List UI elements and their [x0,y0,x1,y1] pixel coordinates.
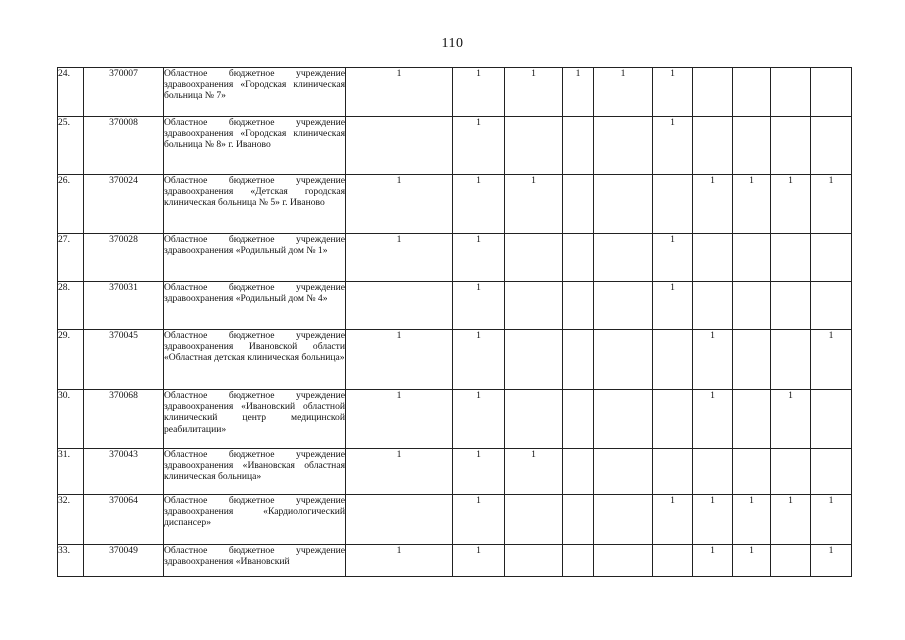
page-number: 110 [441,36,464,51]
row-number-cell: 27. [58,234,84,282]
mark-cell: 1 [453,545,505,577]
mark-cell [771,68,811,117]
mark-cell: 1 [811,175,852,234]
mark-cell [653,449,693,495]
row-number-cell: 29. [58,330,84,390]
mark-cell [563,282,594,330]
mark-cell [771,545,811,577]
mark-cell: 1 [346,545,453,577]
row-number-cell: 32. [58,495,84,545]
mark-cell: 1 [653,282,693,330]
mark-cell: 1 [811,495,852,545]
mark-cell [733,390,771,449]
mark-cell [594,545,653,577]
mark-cell [563,330,594,390]
mark-cell [563,390,594,449]
registry-code-cell: 370068 [84,390,164,449]
mark-cell: 1 [693,545,733,577]
table-row [58,449,852,495]
institution-name-cell: Областное бюджетное учреждение здравоохранения «Кардиологический диспансер» [164,495,346,545]
institution-name-cell: Областное бюджетное учреждение здравоохранения Ивановской области «Областная детская клиническая больница» [164,330,346,390]
mark-cell: 1 [693,330,733,390]
institution-name-cell: Областное бюджетное учреждение здравоохранения «Ивановский [164,545,346,577]
mark-cell [563,545,594,577]
mark-cell [346,495,453,545]
mark-cell: 1 [453,175,505,234]
mark-cell: 1 [453,390,505,449]
mark-cell [693,282,733,330]
mark-cell [733,117,771,175]
mark-cell [505,495,563,545]
mark-cell [811,390,852,449]
mark-cell [563,117,594,175]
mark-cell: 1 [563,68,594,117]
mark-cell: 1 [453,495,505,545]
institution-name-cell: Областное бюджетное учреждение здравоохранения «Родильный дом № 4» [164,282,346,330]
mark-cell: 1 [453,330,505,390]
mark-cell [771,282,811,330]
mark-cell: 1 [346,234,453,282]
mark-cell [733,449,771,495]
table-row [58,282,852,330]
mark-cell [693,68,733,117]
institution-name-cell: Областное бюджетное учреждение здравоохранения «Ивановский областной клинический центр медицинской реабилитации» [164,390,346,449]
mark-cell [653,545,693,577]
mark-cell: 1 [453,449,505,495]
mark-cell: 1 [771,175,811,234]
mark-cell: 1 [453,68,505,117]
mark-cell: 1 [653,68,693,117]
mark-cell: 1 [346,390,453,449]
mark-cell: 1 [346,175,453,234]
mark-cell [733,330,771,390]
mark-cell: 1 [653,495,693,545]
registry-code-cell: 370007 [84,68,164,117]
mark-cell: 1 [453,117,505,175]
mark-cell [563,234,594,282]
medical-institutions-table [57,67,852,577]
table-row [58,175,852,234]
mark-cell: 1 [771,495,811,545]
mark-cell: 1 [505,68,563,117]
mark-cell: 1 [346,68,453,117]
mark-cell: 1 [693,390,733,449]
mark-cell [811,282,852,330]
row-number-cell: 26. [58,175,84,234]
mark-cell: 1 [811,545,852,577]
mark-cell [505,390,563,449]
mark-cell [811,117,852,175]
table-row [58,117,852,175]
registry-code-cell: 370024 [84,175,164,234]
mark-cell: 1 [653,234,693,282]
mark-cell: 1 [693,175,733,234]
row-number-cell: 25. [58,117,84,175]
table-row [58,495,852,545]
mark-cell: 1 [771,390,811,449]
institution-name-cell: Областное бюджетное учреждение здравоохранения «Родильный дом № 1» [164,234,346,282]
row-number-cell: 30. [58,390,84,449]
registry-code-cell: 370043 [84,449,164,495]
registry-code-cell: 370028 [84,234,164,282]
mark-cell [771,117,811,175]
mark-cell [505,545,563,577]
mark-cell: 1 [505,175,563,234]
mark-cell [811,234,852,282]
mark-cell: 1 [733,545,771,577]
registry-code-cell: 370064 [84,495,164,545]
mark-cell [693,117,733,175]
mark-cell [594,175,653,234]
table-row [58,545,852,577]
row-number-cell: 33. [58,545,84,577]
row-number-cell: 24. [58,68,84,117]
mark-cell [594,390,653,449]
institution-name-cell: Областное бюджетное учреждение здравоохранения «Ивановская областная клиническая больница» [164,449,346,495]
mark-cell [563,449,594,495]
mark-cell [505,234,563,282]
mark-cell: 1 [733,495,771,545]
institution-name-cell: Областное бюджетное учреждение здравоохранения «Городская клиническая больница № 7» [164,68,346,117]
mark-cell [563,495,594,545]
mark-cell [594,117,653,175]
registry-code-cell: 370045 [84,330,164,390]
institution-name-cell: Областное бюджетное учреждение здравоохранения «Городская клиническая больница № 8» г. Иваново [164,117,346,175]
mark-cell [811,68,852,117]
mark-cell [653,330,693,390]
mark-cell [563,175,594,234]
registry-code-cell: 370008 [84,117,164,175]
mark-cell: 1 [811,330,852,390]
mark-cell: 1 [693,495,733,545]
mark-cell [505,282,563,330]
table-row [58,234,852,282]
table-row [58,330,852,390]
mark-cell: 1 [505,449,563,495]
mark-cell [346,117,453,175]
mark-cell [653,390,693,449]
mark-cell: 1 [453,234,505,282]
mark-cell: 1 [653,117,693,175]
mark-cell [771,449,811,495]
mark-cell [505,117,563,175]
mark-cell [594,495,653,545]
mark-cell [771,234,811,282]
mark-cell [733,282,771,330]
mark-cell [733,234,771,282]
mark-cell [594,330,653,390]
mark-cell: 1 [453,282,505,330]
mark-cell [505,330,563,390]
mark-cell [594,449,653,495]
registry-code-cell: 370031 [84,282,164,330]
mark-cell: 1 [733,175,771,234]
institution-name-cell: Областное бюджетное учреждение здравоохранения «Детская городская клиническая больница № 5» г. Иваново [164,175,346,234]
mark-cell [594,234,653,282]
mark-cell [771,330,811,390]
table-row [58,390,852,449]
mark-cell [653,175,693,234]
table-row [58,68,852,117]
row-number-cell: 31. [58,449,84,495]
mark-cell [693,234,733,282]
mark-cell: 1 [346,449,453,495]
mark-cell [733,68,771,117]
mark-cell [811,449,852,495]
registry-code-cell: 370049 [84,545,164,577]
mark-cell [594,282,653,330]
mark-cell [346,282,453,330]
mark-cell: 1 [594,68,653,117]
mark-cell: 1 [346,330,453,390]
mark-cell [693,449,733,495]
row-number-cell: 28. [58,282,84,330]
